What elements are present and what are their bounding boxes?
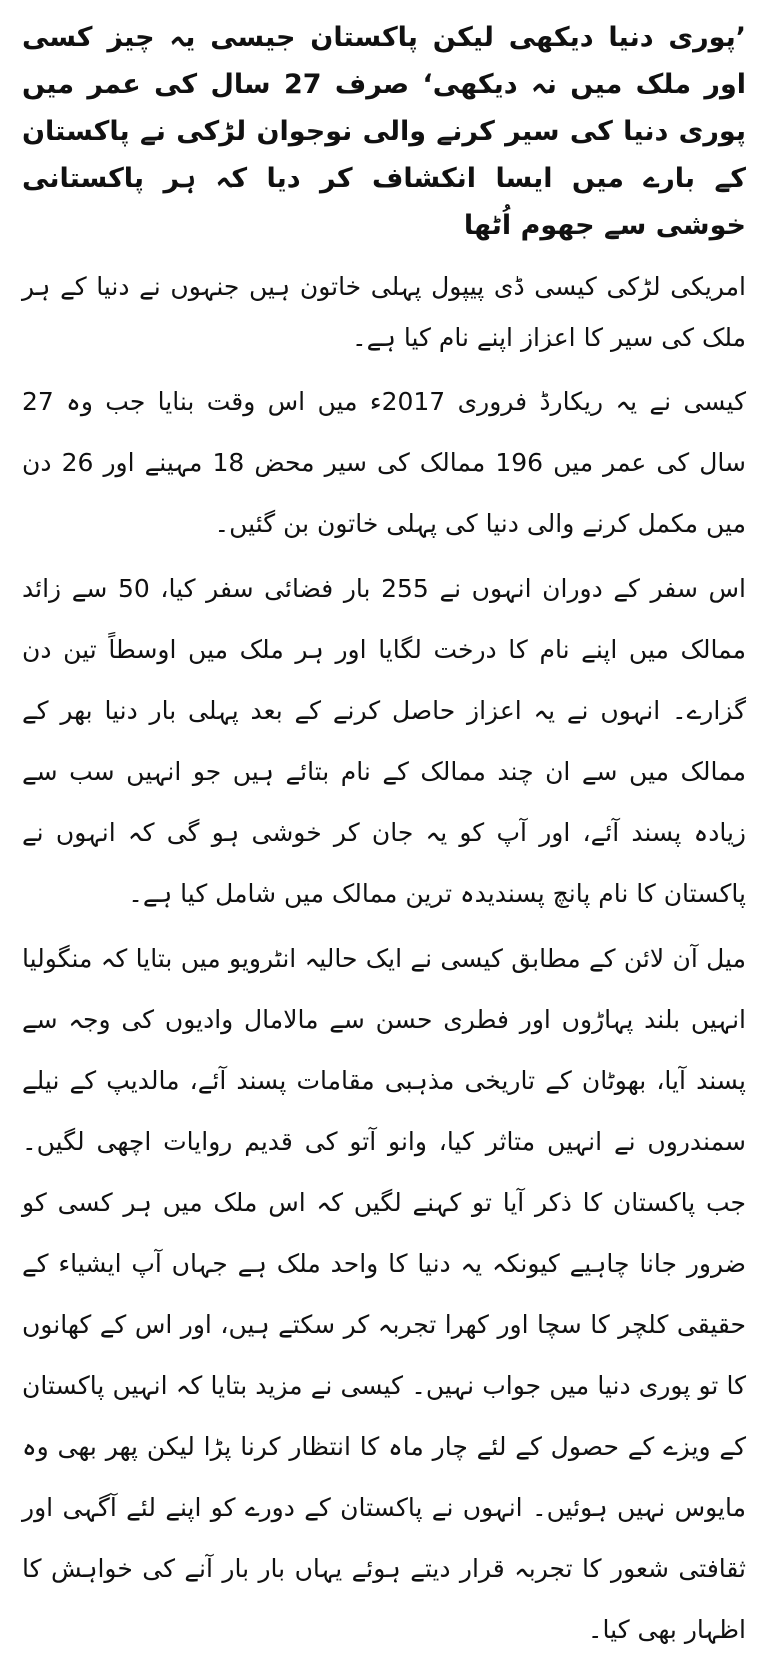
article-paragraph-3: اس سفر کے دوران انہوں نے 255 بار فضائی سفر کیا، 50 سے زائد ممالک میں اپنے نام کا درخت لگایا اور ہر ملک میں اوسطاً تین دن گزارے۔ انہوں نے یہ اعزاز حاصل کرنے کے بعد پہلی بار دنیا بھر کے ممالک میں سے ان چند ممالک کے نام بتائے ہیں جو انہیں سب سے زیادہ پسند آئے، اور آپ کو یہ جان کر خوشی ہو گی کہ انہوں نے پاکستان کا نام پانچ پسندیدہ ترین ممالک میں شامل کیا ہے۔ <box>22 574 746 908</box>
article-paragraph-1: امریکی لڑکی کیسی ڈی پیپول پہلی خاتون ہیں جنہوں نے دنیا کے ہر ملک کی سیر کا اعزاز اپنے نام کیا ہے۔ <box>22 272 746 352</box>
article-headline: ’پوری دنیا دیکھی لیکن پاکستان جیسی یہ چیز کسی اور ملک میں نہ دیکھی‘ صرف 27 سال کی عمر میں پوری دنیا کی سیر کرنے والی نوجوان لڑکی نے پاکستان کے بارے میں ایسا انکشاف کر دیا کہ ہر پاکستانی خوشی سے جھوم اُٹھا <box>22 22 746 241</box>
article-paragraph-2: کیسی نے یہ ریکارڈ فروری 2017ء میں اس وقت بنایا جب وہ 27 سال کی عمر میں 196 ممالک کی سیر محض 18 مہینے اور 26 دن میں مکمل کرنے والی دنیا کی پہلی خاتون بن گئیں۔ <box>22 387 746 538</box>
article-paragraph-4: میل آن لائن کے مطابق کیسی نے ایک حالیہ انٹرویو میں بتایا کہ منگولیا انہیں بلند پہاڑوں اور فطری حسن سے مالامال وادیوں کی وجہ سے پسند آیا، بھوٹان کے تاریخی مذہبی مقامات پسند آئے، مالدیپ کے نیلے سمندروں نے انہیں متاثر کیا، وانو آتو کی قدیم روایات اچھی لگیں۔ جب پاکستان کا ذکر آیا تو کہنے لگیں کہ اس ملک میں ہر کسی کو ضرور جانا چاہیے کیونکہ یہ دنیا کا واحد ملک ہے جہاں آپ ایشیاء کے حقیقی کلچر کا سچا اور کھرا تجربہ کر سکتے ہیں، اور اس کے کھانوں کا تو پوری دنیا میں جواب نہیں۔ کیسی نے مزید بتایا کہ انہیں پاکستان کے ویزے کے حصول کے لئے چار ماہ کا انتظار کرنا پڑا لیکن پھر بھی وہ مایوس نہیں ہوئیں۔ انہوں نے پاکستان کے دورے کو اپنے لئے آگہی اور ثقافتی شعور کا تجربہ قرار دیتے ہوئے یہاں بار بار آنے کی خواہش کا اظہار بھی کیا۔ <box>22 944 746 1644</box>
